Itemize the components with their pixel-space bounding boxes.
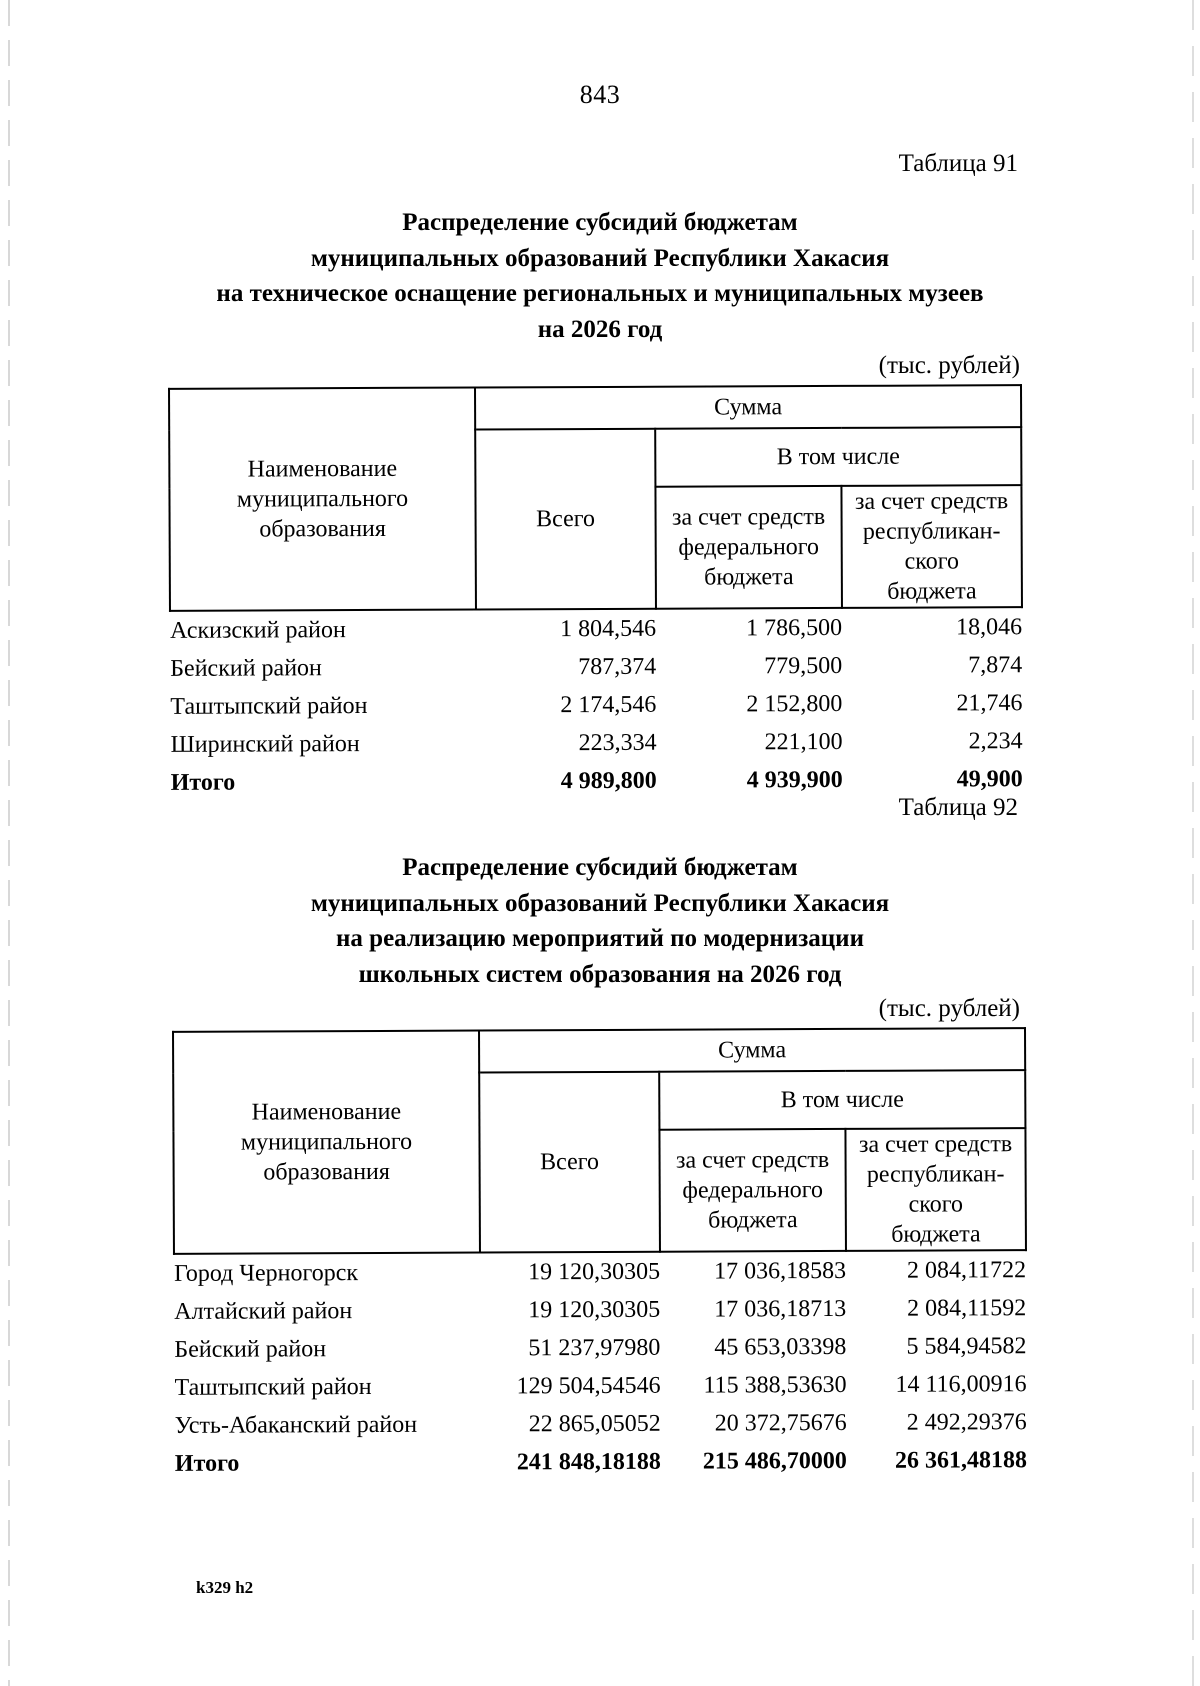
row-name: Бейский район — [174, 1335, 327, 1363]
row-federal: 779,500 — [764, 652, 843, 679]
row-total: 223,334 — [578, 729, 657, 756]
header-republic-line: бюджета — [887, 578, 977, 605]
table-row — [175, 1403, 1027, 1445]
row-republic: 2 084,11592 — [907, 1294, 1027, 1322]
row-federal: 45 653,03398 — [714, 1333, 847, 1360]
table-row — [174, 1327, 1026, 1369]
header-republic-line: ского — [904, 548, 960, 575]
total-label: Итого — [174, 1450, 240, 1477]
title-line: Распределение субсидий бюджетам — [402, 854, 798, 881]
header-federal-line: бюджета — [708, 1207, 798, 1234]
table-total-row — [171, 760, 1023, 802]
row-name: Город Черногорск — [174, 1259, 359, 1287]
total-all: 241 848,18188 — [516, 1448, 661, 1475]
header-cell-sum: Сумма — [475, 385, 1021, 429]
row-federal: 2 152,800 — [746, 690, 843, 717]
title-line: Распределение субсидий бюджетам — [402, 209, 798, 236]
title-line: на техническое оснащение региональных и муниципальных музеев — [216, 280, 984, 307]
header-republic-line: бюджета — [891, 1221, 981, 1248]
row-total: 2 174,546 — [560, 691, 657, 718]
table-row — [170, 646, 1022, 688]
row-name: Усть-Абаканский район — [174, 1411, 418, 1439]
row-name: Таштыпский район — [174, 1373, 372, 1401]
header-cell-including: В том числе — [659, 1070, 1025, 1130]
row-total: 19 120,30305 — [528, 1258, 661, 1285]
total-all: 4 989,800 — [560, 767, 657, 794]
header-cell-total: Всего — [479, 1072, 660, 1253]
header-cell-name — [169, 388, 476, 611]
page-number: 843 — [579, 80, 621, 109]
table-row — [170, 607, 1022, 650]
header-federal-line: федерального — [678, 534, 820, 561]
table-header-row-group — [169, 385, 1021, 431]
row-total: 787,374 — [578, 653, 657, 680]
header-republic-line: республикан- — [862, 518, 1001, 545]
header-name-line: Наименование — [251, 1098, 402, 1126]
header-federal-line: федерального — [682, 1177, 824, 1204]
row-federal: 1 786,500 — [745, 614, 843, 641]
subsidy-table-91 — [168, 384, 1024, 802]
header-republic-line: ского — [908, 1191, 964, 1218]
header-cell-total: Всего — [475, 429, 656, 610]
row-name: Ширинский район — [170, 730, 360, 758]
row-name: Алтайский район — [174, 1297, 353, 1325]
row-federal: 17 036,18583 — [714, 1257, 847, 1285]
table-caption-92: Таблица 92 — [898, 794, 1018, 821]
units-note-91: (тыс. рублей) — [878, 352, 1020, 379]
title-line: муниципальных образований Республики Хакасия — [310, 244, 890, 272]
row-name: Аскизский район — [170, 616, 346, 644]
table-total-row — [175, 1441, 1027, 1483]
row-republic: 5 584,94582 — [906, 1332, 1027, 1360]
units-note-92: (тыс. рублей) — [878, 995, 1020, 1022]
header-cell-republic — [841, 485, 1022, 608]
header-name-line: муниципального — [236, 485, 409, 513]
header-cell-including: В том числе — [655, 427, 1021, 487]
row-name: Таштыпский район — [170, 692, 368, 720]
table-title-91 — [0, 205, 1200, 347]
row-federal: 17 036,18713 — [714, 1295, 847, 1322]
table-row — [174, 1365, 1026, 1407]
row-republic: 2,234 — [968, 727, 1023, 754]
row-federal: 20 372,75676 — [714, 1409, 847, 1436]
header-name-line: образования — [263, 1158, 390, 1186]
title-line: школьных систем образования на 2026 год — [358, 960, 842, 988]
header-republic-line: республикан- — [866, 1161, 1005, 1188]
header-name-line: образования — [259, 515, 386, 543]
row-republic: 2 084,11722 — [906, 1256, 1027, 1284]
row-republic: 18,046 — [956, 613, 1023, 640]
title-line: на 2026 год — [537, 315, 663, 343]
row-federal: 221,100 — [764, 728, 843, 755]
row-republic: 7,874 — [968, 651, 1023, 678]
header-federal-line: за счет средств — [671, 503, 826, 531]
header-cell-federal — [659, 1129, 846, 1252]
header-federal-line: за счет средств — [675, 1146, 830, 1174]
table-row — [174, 1250, 1026, 1293]
total-republic: 49,900 — [956, 765, 1023, 792]
row-total: 51 237,97980 — [528, 1334, 661, 1361]
footer-code: k329 h2 — [196, 1578, 254, 1597]
header-federal-line: бюджета — [704, 564, 794, 591]
header-republic-line: за счет средств — [854, 488, 1009, 515]
total-label: Итого — [170, 769, 236, 796]
table-row — [170, 722, 1022, 764]
title-line: на реализацию мероприятий по модернизации — [336, 925, 864, 952]
row-total: 1 804,546 — [560, 615, 657, 642]
total-federal: 4 939,900 — [746, 766, 843, 793]
header-cell-name — [173, 1031, 480, 1254]
subsidy-table-92 — [172, 1027, 1028, 1483]
row-republic: 2 492,29376 — [906, 1408, 1027, 1436]
row-total: 129 504,54546 — [516, 1372, 661, 1399]
table-header-row-group — [173, 1028, 1025, 1074]
header-republic-line: за счет средств — [858, 1131, 1013, 1158]
row-name: Бейский район — [170, 654, 322, 682]
title-line: муниципальных образований Республики Хакасия — [310, 889, 890, 917]
header-cell-republic — [845, 1128, 1026, 1251]
row-total: 19 120,30305 — [528, 1296, 661, 1323]
total-federal: 215 486,70000 — [702, 1447, 847, 1475]
row-federal: 115 388,53630 — [703, 1371, 847, 1399]
header-cell-federal — [655, 486, 842, 609]
table-row — [174, 1289, 1026, 1331]
header-name-line: Наименование — [247, 455, 398, 483]
row-republic: 21,746 — [956, 689, 1023, 716]
table-caption-91: Таблица 91 — [898, 150, 1018, 177]
table-title-92 — [0, 850, 1200, 992]
total-republic: 26 361,48188 — [894, 1446, 1027, 1474]
header-cell-sum: Сумма — [479, 1028, 1025, 1072]
header-name-line: муниципального — [240, 1128, 413, 1156]
table-row — [170, 684, 1022, 726]
row-total: 22 865,05052 — [528, 1410, 661, 1437]
row-republic: 14 116,00916 — [895, 1370, 1027, 1398]
